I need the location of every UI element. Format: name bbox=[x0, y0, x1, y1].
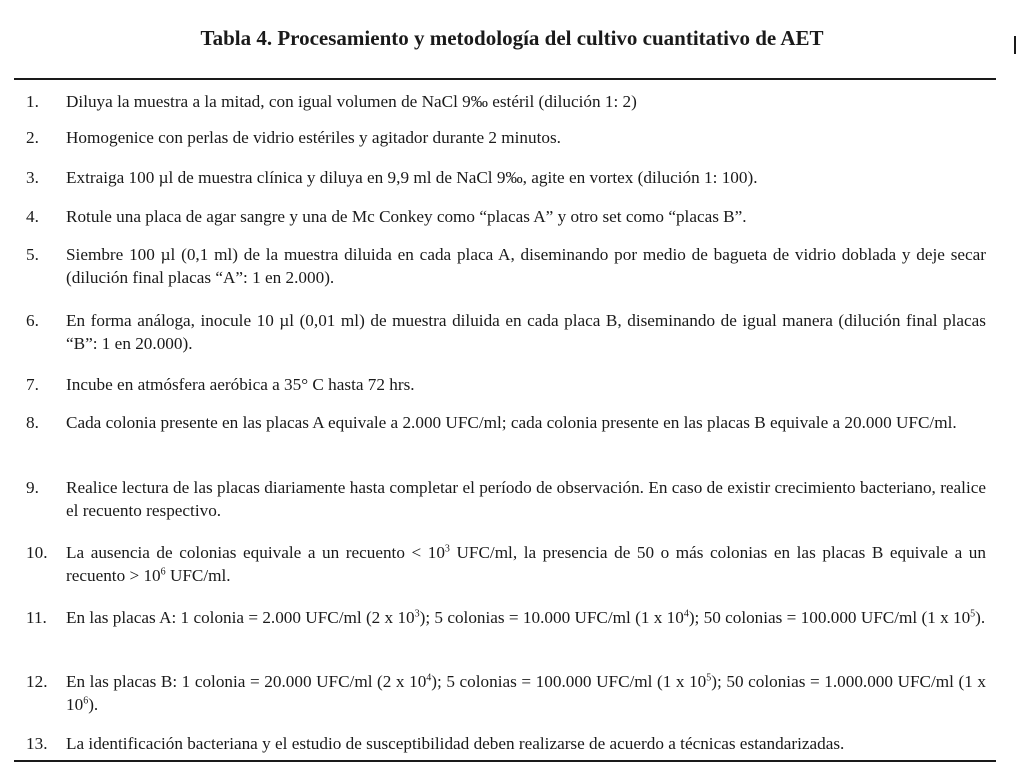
item-number: 9. bbox=[26, 478, 39, 497]
item-number: 10. bbox=[26, 543, 48, 562]
table-title: Tabla 4. Procesamiento y metodología del cultivo cuantitativo de AET bbox=[200, 26, 824, 50]
list-item bbox=[26, 90, 986, 113]
item-text: Diluya la muestra a la mitad, con igual volumen de NaCl 9‰ estéril (dilución 1: 2) bbox=[66, 92, 637, 111]
list-item bbox=[26, 126, 986, 149]
item-text: Rotule una placa de agar sangre y una de Mc Conkey como “placas A” y otro set como “placas B”. bbox=[66, 207, 747, 226]
list-item bbox=[26, 476, 986, 522]
item-number: 3. bbox=[26, 168, 39, 187]
item-number: 7. bbox=[26, 375, 39, 394]
item-text: En forma análoga, inocule 10 µl (0,01 ml) de muestra diluida en cada placa B, diseminando de igual manera (dilución final placas “B”: 1 en 20.000). bbox=[66, 311, 986, 353]
list-item bbox=[26, 373, 986, 396]
item-number: 8. bbox=[26, 413, 39, 432]
bottom-rule bbox=[14, 760, 996, 762]
item-number: 11. bbox=[26, 608, 47, 627]
list-item bbox=[26, 670, 986, 716]
list-item bbox=[26, 243, 986, 289]
item-text: Realice lectura de las placas diariamente hasta completar el período de observación. En caso de existir crecimiento bacteriano, realice el recuento respectivo. bbox=[66, 478, 986, 520]
item-text: Incube en atmósfera aeróbica a 35° C hasta 72 hrs. bbox=[66, 375, 415, 394]
item-text: Extraiga 100 µl de muestra clínica y diluya en 9,9 ml de NaCl 9‰, agite en vortex (dilución 1: 100). bbox=[66, 168, 758, 187]
item-number: 6. bbox=[26, 311, 39, 330]
list-item bbox=[26, 205, 986, 228]
item-text: La identificación bacteriana y el estudio de susceptibilidad deben realizarse de acuerdo a técnicas estandarizadas. bbox=[66, 734, 845, 753]
item-text: Cada colonia presente en las placas A equivale a 2.000 UFC/ml; cada colonia presente en las placas B equivale a 20.000 UFC/ml. bbox=[66, 413, 957, 432]
item-number: 5. bbox=[26, 245, 39, 264]
list-item bbox=[26, 166, 986, 189]
item-text: La ausencia de colonias equivale a un recuento < $10^3$ UFC/ml, la presencia de 50 o más colonias en las placas B equivale a un recuento > $10^6$ UFC/ml. bbox=[66, 543, 986, 585]
list-item bbox=[26, 309, 986, 355]
margin-mark bbox=[1014, 36, 1020, 54]
list-item bbox=[26, 411, 986, 434]
top-rule bbox=[14, 78, 996, 80]
item-text: Homogenice con perlas de vidrio estériles y agitador durante 2 minutos. bbox=[66, 128, 561, 147]
list-item bbox=[26, 732, 986, 755]
item-number: 2. bbox=[26, 128, 39, 147]
item-text: En las placas B: 1 colonia = 20.000 UFC/ml (2 x $10^4$); 5 colonias = 100.000 UFC/ml (1 x $10^5$); 50 colonias = 1.000.000 UFC/ml (1 x $10^6$). bbox=[66, 672, 986, 714]
item-number: 12. bbox=[26, 672, 48, 691]
item-number: 1. bbox=[26, 92, 39, 111]
item-number: 4. bbox=[26, 207, 39, 226]
list-item bbox=[26, 606, 986, 629]
item-text: Siembre 100 µl (0,1 ml) de la muestra diluida en cada placa A, diseminando por medio de bagueta de vidrio doblada y deje secar (dilución final placas “A”: 1 en 2.000). bbox=[66, 245, 986, 287]
item-text: En las placas A: 1 colonia = 2.000 UFC/ml (2 x $10^3$); 5 colonias = 10.000 UFC/ml (1 x $10^4$); 50 colonias = 100.000 UFC/ml (1 x $10^5$). bbox=[66, 608, 986, 627]
list-item bbox=[26, 541, 986, 587]
item-number: 13. bbox=[26, 734, 48, 753]
